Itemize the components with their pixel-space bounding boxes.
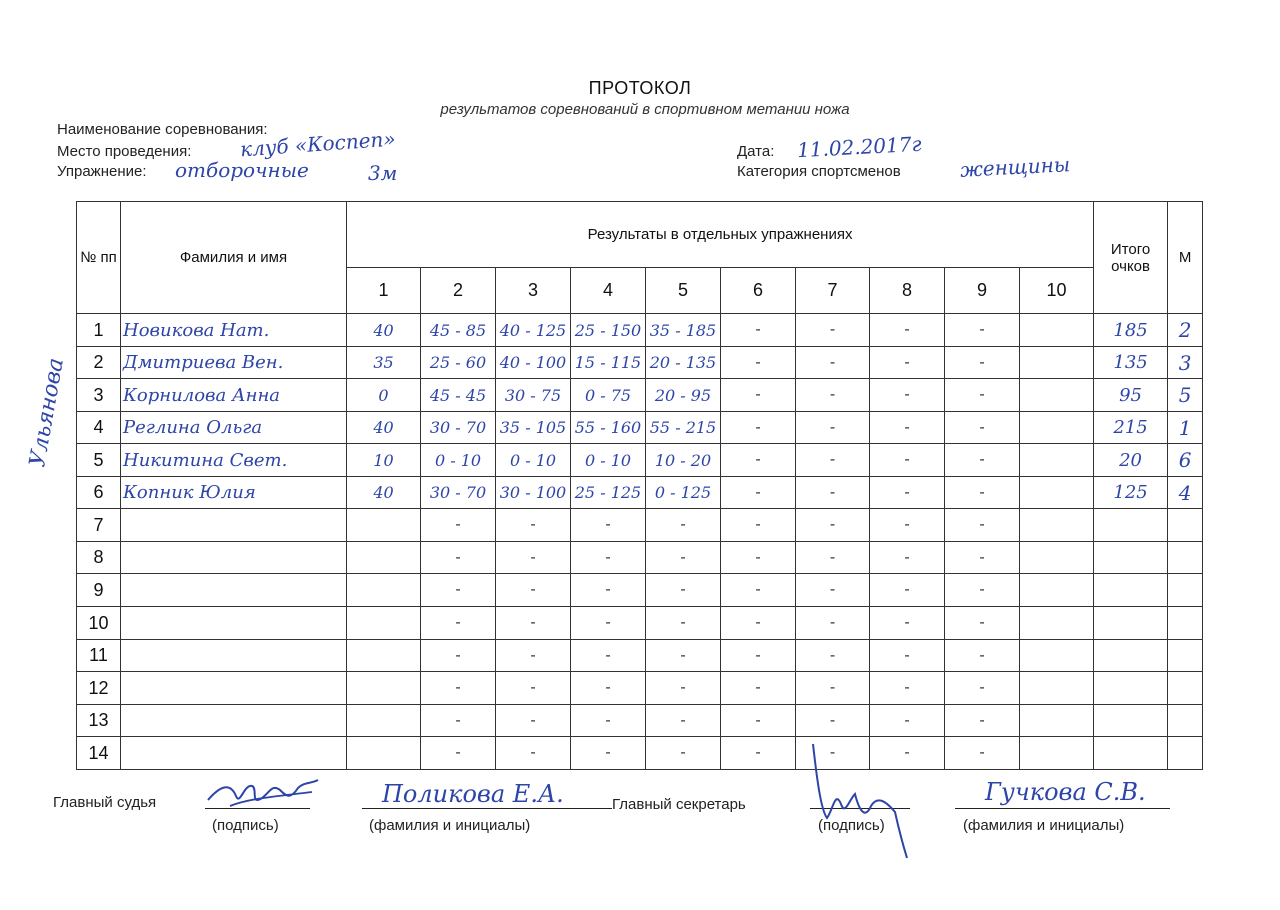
result-cell: 0 — [347, 379, 421, 412]
result-cell — [1020, 509, 1094, 542]
table-row — [77, 607, 1203, 640]
secretary-signature-caption: (подпись) — [818, 817, 885, 834]
result-cell: 20 - 135 — [646, 347, 721, 379]
place-cell: 5 — [1168, 379, 1203, 412]
result-cell: - — [796, 444, 870, 477]
result-cell: - — [421, 607, 496, 640]
result-cell: - — [796, 574, 870, 607]
result-cell: 40 — [347, 477, 421, 509]
result-cell: 30 - 70 — [421, 477, 496, 509]
result-cell: - — [870, 347, 945, 379]
result-cell: 40 — [347, 314, 421, 347]
result-cell: 30 - 100 — [496, 477, 571, 509]
row-number: 4 — [77, 412, 121, 444]
result-cell: - — [945, 347, 1020, 379]
result-cell: - — [945, 314, 1020, 347]
result-cell: - — [945, 737, 1020, 770]
row-number: 8 — [77, 542, 121, 574]
result-cell: - — [796, 542, 870, 574]
margin-note: Ульянова — [25, 356, 69, 469]
row-number: 9 — [77, 574, 121, 607]
result-cell — [347, 640, 421, 672]
result-cell: - — [421, 542, 496, 574]
result-cell — [1020, 347, 1094, 379]
result-cell: 55 - 215 — [646, 412, 721, 444]
result-cell: - — [646, 542, 721, 574]
athlete-name: Корнилова Анна — [121, 379, 347, 412]
result-cell: - — [571, 542, 646, 574]
table-row — [77, 347, 1203, 379]
result-cell: - — [870, 737, 945, 770]
row-number: 12 — [77, 672, 121, 705]
table-row — [77, 542, 1203, 574]
chief-judge-label: Главный судья — [53, 794, 157, 811]
total-score: 215 — [1094, 412, 1168, 444]
result-cell: 40 - 100 — [496, 347, 571, 379]
total-score — [1094, 705, 1168, 737]
result-cell: - — [796, 314, 870, 347]
result-cell: 0 - 10 — [421, 444, 496, 477]
result-cell: 45 - 45 — [421, 379, 496, 412]
athlete-name — [121, 542, 347, 574]
chief-secretary-name: Гучкова С.В. — [985, 778, 1146, 806]
category-label: Категория спортсменов — [737, 163, 901, 180]
result-cell: - — [870, 640, 945, 672]
secretary-name-caption: (фамилия и инициалы) — [963, 817, 1125, 834]
result-cell: - — [945, 412, 1020, 444]
row-number: 7 — [77, 509, 121, 542]
table-row — [77, 412, 1203, 444]
result-cell: 35 - 105 — [496, 412, 571, 444]
result-cell — [1020, 477, 1094, 509]
result-cell: - — [945, 477, 1020, 509]
result-cell — [1020, 607, 1094, 640]
athlete-name — [121, 640, 347, 672]
results-table — [76, 201, 1203, 770]
place-cell: 3 — [1168, 347, 1203, 379]
row-number: 14 — [77, 737, 121, 770]
result-cell — [347, 672, 421, 705]
total-score — [1094, 737, 1168, 770]
exercise-distance: 3м — [368, 161, 398, 185]
result-cell: - — [945, 705, 1020, 737]
place-cell — [1168, 672, 1203, 705]
result-cell: - — [571, 607, 646, 640]
total-score: 125 — [1094, 477, 1168, 509]
result-cell: - — [421, 509, 496, 542]
result-cell: - — [870, 477, 945, 509]
result-cell: - — [796, 607, 870, 640]
result-cell: - — [646, 509, 721, 542]
row-number: 1 — [77, 314, 121, 347]
judge-name-line — [362, 808, 612, 809]
result-cell: - — [496, 607, 571, 640]
result-cell: - — [870, 509, 945, 542]
result-cell: - — [721, 737, 796, 770]
result-cell: 30 - 75 — [496, 379, 571, 412]
result-cell: 15 - 115 — [571, 347, 646, 379]
result-cell: - — [421, 640, 496, 672]
result-cell: 0 - 10 — [496, 444, 571, 477]
col-header-place: М — [1168, 202, 1203, 314]
result-cell — [347, 542, 421, 574]
exercise-number-5: 5 — [646, 268, 721, 314]
result-cell: - — [945, 672, 1020, 705]
result-cell: - — [646, 737, 721, 770]
result-cell: - — [496, 574, 571, 607]
row-number: 10 — [77, 607, 121, 640]
judge-name-caption: (фамилия и инициалы) — [369, 817, 531, 834]
place-cell — [1168, 705, 1203, 737]
result-cell: - — [870, 574, 945, 607]
row-number: 2 — [77, 347, 121, 379]
result-cell: - — [870, 705, 945, 737]
exercise-label: Упражнение: — [57, 163, 147, 180]
result-cell: 40 - 125 — [496, 314, 571, 347]
result-cell: 35 - 185 — [646, 314, 721, 347]
row-number: 3 — [77, 379, 121, 412]
result-cell: - — [870, 542, 945, 574]
result-cell: - — [496, 672, 571, 705]
result-cell: - — [796, 509, 870, 542]
table-row — [77, 672, 1203, 705]
result-cell: - — [721, 509, 796, 542]
result-cell — [1020, 574, 1094, 607]
result-cell: - — [870, 444, 945, 477]
place-cell — [1168, 737, 1203, 770]
place-cell — [1168, 640, 1203, 672]
total-score — [1094, 672, 1168, 705]
result-cell: - — [721, 705, 796, 737]
result-cell: - — [721, 574, 796, 607]
col-header-name: Фамилия и имя — [121, 202, 347, 314]
result-cell: 55 - 160 — [571, 412, 646, 444]
result-cell: 35 — [347, 347, 421, 379]
exercise-value: отборочные — [175, 158, 309, 182]
date-value: 11.02.2017г — [796, 131, 923, 163]
table-row — [77, 705, 1203, 737]
table-row — [77, 444, 1203, 477]
result-cell: - — [721, 444, 796, 477]
total-score — [1094, 640, 1168, 672]
col-header-number: № пп — [77, 202, 121, 314]
row-number: 13 — [77, 705, 121, 737]
result-cell: 10 - 20 — [646, 444, 721, 477]
result-cell: - — [646, 640, 721, 672]
secretary-signature — [805, 740, 920, 865]
result-cell: - — [945, 542, 1020, 574]
athlete-name: Реглина Ольга — [121, 412, 347, 444]
result-cell — [1020, 314, 1094, 347]
result-cell: - — [721, 314, 796, 347]
place-cell — [1168, 542, 1203, 574]
total-score: 95 — [1094, 379, 1168, 412]
result-cell: 25 - 125 — [571, 477, 646, 509]
exercise-number-6: 6 — [721, 268, 796, 314]
result-cell: - — [945, 574, 1020, 607]
result-cell: - — [571, 672, 646, 705]
table-row — [77, 574, 1203, 607]
col-header-total: Итого очков — [1094, 202, 1168, 314]
result-cell: - — [796, 640, 870, 672]
result-cell: - — [571, 705, 646, 737]
secretary-name-line — [955, 808, 1170, 809]
place-cell: 2 — [1168, 314, 1203, 347]
row-number: 6 — [77, 477, 121, 509]
athlete-name: Новикова Нат. — [121, 314, 347, 347]
place-cell — [1168, 509, 1203, 542]
venue-label: Место проведения: — [57, 143, 192, 160]
table-row — [77, 509, 1203, 542]
result-cell — [1020, 705, 1094, 737]
result-cell: 25 - 150 — [571, 314, 646, 347]
athlete-name — [121, 607, 347, 640]
result-cell: - — [721, 672, 796, 705]
result-cell: - — [721, 412, 796, 444]
competition-label: Наименование соревнования: — [57, 121, 268, 138]
athlete-name — [121, 672, 347, 705]
total-score: 135 — [1094, 347, 1168, 379]
col-header-results: Результаты в отдельных упражнениях — [347, 202, 1094, 268]
result-cell: - — [571, 574, 646, 607]
result-cell: - — [646, 672, 721, 705]
result-cell — [1020, 379, 1094, 412]
result-cell — [1020, 672, 1094, 705]
result-cell: - — [721, 347, 796, 379]
result-cell: - — [796, 347, 870, 379]
result-cell: 40 — [347, 412, 421, 444]
exercise-number-7: 7 — [796, 268, 870, 314]
exercise-number-1: 1 — [347, 268, 421, 314]
result-cell: - — [870, 379, 945, 412]
exercise-number-3: 3 — [496, 268, 571, 314]
athlete-name — [121, 737, 347, 770]
result-cell — [347, 705, 421, 737]
result-cell: - — [571, 509, 646, 542]
exercise-number-8: 8 — [870, 268, 945, 314]
result-cell: 0 - 125 — [646, 477, 721, 509]
row-number: 11 — [77, 640, 121, 672]
result-cell: 30 - 70 — [421, 412, 496, 444]
result-cell: - — [646, 607, 721, 640]
table-row — [77, 640, 1203, 672]
document-subtitle: результатов соревнований в спортивном метании ножа — [440, 101, 850, 118]
result-cell — [1020, 444, 1094, 477]
result-cell: - — [870, 412, 945, 444]
table-row — [77, 737, 1203, 770]
chief-judge-name: Поликова Е.А. — [382, 780, 564, 808]
result-cell — [1020, 412, 1094, 444]
result-cell: - — [796, 705, 870, 737]
result-cell: - — [945, 607, 1020, 640]
athlete-name — [121, 705, 347, 737]
result-cell: - — [496, 542, 571, 574]
place-cell — [1168, 607, 1203, 640]
result-cell: - — [721, 477, 796, 509]
exercise-number-4: 4 — [571, 268, 646, 314]
result-cell: - — [870, 607, 945, 640]
result-cell: - — [421, 705, 496, 737]
result-cell — [347, 509, 421, 542]
result-cell — [347, 737, 421, 770]
result-cell: - — [945, 509, 1020, 542]
result-cell: 10 — [347, 444, 421, 477]
chief-secretary-label: Главный секретарь — [612, 796, 746, 813]
result-cell: - — [421, 672, 496, 705]
place-cell: 1 — [1168, 412, 1203, 444]
result-cell: - — [571, 640, 646, 672]
exercise-number-2: 2 — [421, 268, 496, 314]
result-cell: - — [796, 737, 870, 770]
document-title: ПРОТОКОЛ — [588, 78, 692, 98]
result-cell: - — [870, 314, 945, 347]
result-cell — [347, 574, 421, 607]
result-cell: - — [721, 542, 796, 574]
date-label: Дата: — [737, 143, 775, 160]
athlete-name — [121, 574, 347, 607]
result-cell: 0 - 75 — [571, 379, 646, 412]
result-cell: - — [796, 477, 870, 509]
table-row — [77, 379, 1203, 412]
result-cell: - — [421, 737, 496, 770]
result-cell: - — [496, 509, 571, 542]
judge-signature — [200, 776, 325, 816]
athlete-name: Никитина Свет. — [121, 444, 347, 477]
result-cell: - — [646, 574, 721, 607]
total-score — [1094, 509, 1168, 542]
result-cell: - — [796, 672, 870, 705]
exercise-number-10: 10 — [1020, 268, 1094, 314]
athlete-name — [121, 509, 347, 542]
place-cell: 4 — [1168, 477, 1203, 509]
result-cell: - — [721, 379, 796, 412]
total-score: 20 — [1094, 444, 1168, 477]
result-cell: - — [945, 640, 1020, 672]
result-cell: - — [646, 705, 721, 737]
result-cell: - — [496, 737, 571, 770]
result-cell: 25 - 60 — [421, 347, 496, 379]
result-cell: - — [421, 574, 496, 607]
row-number: 5 — [77, 444, 121, 477]
result-cell: - — [496, 640, 571, 672]
total-score — [1094, 574, 1168, 607]
judge-signature-caption: (подпись) — [212, 817, 279, 834]
result-cell: - — [571, 737, 646, 770]
result-cell — [1020, 542, 1094, 574]
result-cell: 45 - 85 — [421, 314, 496, 347]
exercise-number-9: 9 — [945, 268, 1020, 314]
place-cell: 6 — [1168, 444, 1203, 477]
result-cell: - — [721, 640, 796, 672]
athlete-name: Дмитриева Вен. — [121, 347, 347, 379]
result-cell: - — [945, 444, 1020, 477]
venue-value: клуб «Коспеп» — [239, 126, 397, 162]
result-cell — [347, 607, 421, 640]
result-cell: 0 - 10 — [571, 444, 646, 477]
total-score: 185 — [1094, 314, 1168, 347]
category-value: женщины — [959, 152, 1071, 182]
total-score — [1094, 607, 1168, 640]
result-cell: 20 - 95 — [646, 379, 721, 412]
result-cell: - — [496, 705, 571, 737]
result-cell: - — [796, 412, 870, 444]
table-row — [77, 314, 1203, 347]
table-row — [77, 477, 1203, 509]
result-cell — [1020, 737, 1094, 770]
place-cell — [1168, 574, 1203, 607]
total-score — [1094, 542, 1168, 574]
result-cell: - — [721, 607, 796, 640]
result-cell: - — [945, 379, 1020, 412]
result-cell — [1020, 640, 1094, 672]
result-cell: - — [796, 379, 870, 412]
athlete-name: Копник Юлия — [121, 477, 347, 509]
result-cell: - — [870, 672, 945, 705]
